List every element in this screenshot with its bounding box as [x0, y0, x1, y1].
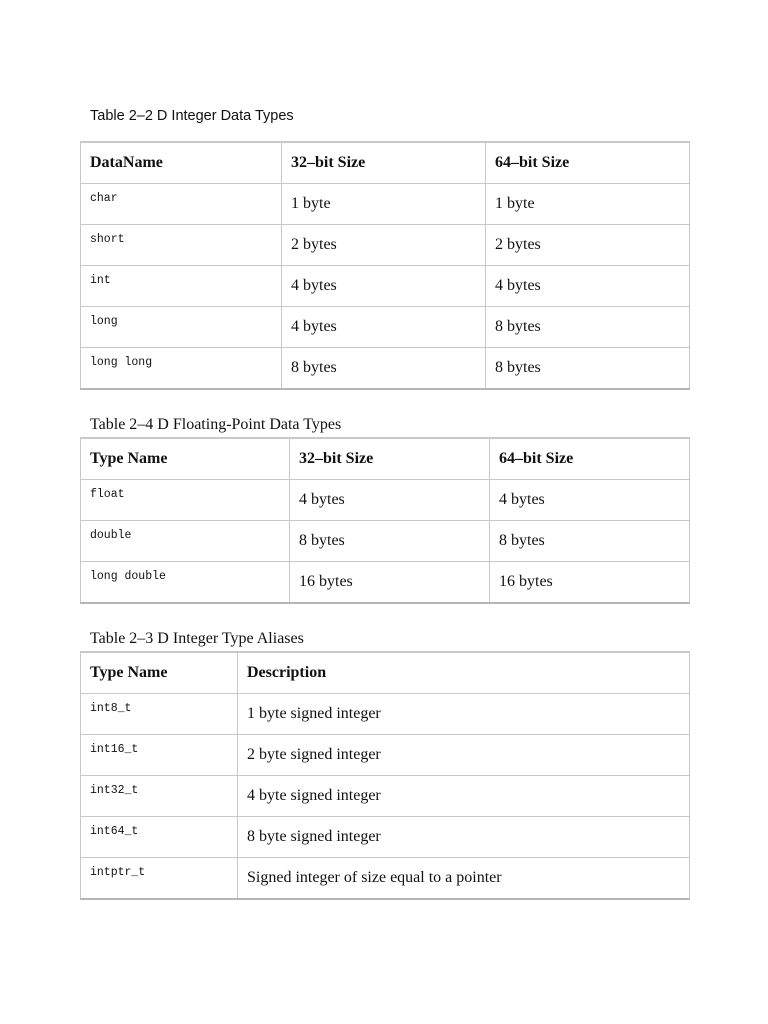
type-name-cell: char [81, 184, 282, 225]
description-cell: Signed integer of size equal to a pointer [238, 858, 690, 900]
type-name-cell: long long [81, 348, 282, 390]
table-header-row [81, 142, 690, 184]
floating-point-data-types-table [80, 437, 690, 604]
size-32-cell: 16 bytes [290, 562, 490, 604]
size-64-cell: 8 bytes [486, 307, 690, 348]
integer-type-aliases-table [80, 651, 690, 900]
column-header: 32–bit Size [290, 438, 490, 480]
table-header-row [81, 652, 690, 694]
description-cell: 1 byte signed integer [238, 694, 690, 735]
type-name-cell: int16_t [81, 735, 238, 776]
size-32-cell: 4 bytes [290, 480, 490, 521]
size-64-cell: 8 bytes [490, 521, 690, 562]
table-row [81, 521, 690, 562]
column-header: 64–bit Size [486, 142, 690, 184]
type-name-cell: float [81, 480, 290, 521]
size-32-cell: 4 bytes [282, 266, 486, 307]
table-row [81, 776, 690, 817]
integer-data-types-table [80, 141, 690, 390]
column-header: Description [238, 652, 690, 694]
size-32-cell: 1 byte [282, 184, 486, 225]
table-row [81, 694, 690, 735]
size-32-cell: 2 bytes [282, 225, 486, 266]
type-name-cell: short [81, 225, 282, 266]
table-row [81, 817, 690, 858]
description-cell: 2 byte signed integer [238, 735, 690, 776]
description-cell: 8 byte signed integer [238, 817, 690, 858]
description-cell: 4 byte signed integer [238, 776, 690, 817]
table-row [81, 266, 690, 307]
table-row [81, 348, 690, 390]
column-header: DataName [81, 142, 282, 184]
size-64-cell: 16 bytes [490, 562, 690, 604]
type-name-cell: long [81, 307, 282, 348]
table-header-row [81, 438, 690, 480]
type-name-cell: long double [81, 562, 290, 604]
type-name-cell: double [81, 521, 290, 562]
type-name-cell: int8_t [81, 694, 238, 735]
type-name-cell: int [81, 266, 282, 307]
column-header: Type Name [81, 652, 238, 694]
column-header: 32–bit Size [282, 142, 486, 184]
table-row [81, 184, 690, 225]
table-row [81, 225, 690, 266]
size-64-cell: 8 bytes [486, 348, 690, 390]
column-header: 64–bit Size [490, 438, 690, 480]
table-row [81, 307, 690, 348]
column-header: Type Name [81, 438, 290, 480]
size-64-cell: 1 byte [486, 184, 690, 225]
size-32-cell: 8 bytes [290, 521, 490, 562]
table-float-caption: Table 2–4 D Floating-Point Data Types [90, 416, 342, 433]
table-row [81, 562, 690, 604]
table-row [81, 858, 690, 900]
table-row [81, 735, 690, 776]
size-64-cell: 4 bytes [486, 266, 690, 307]
type-name-cell: int64_t [81, 817, 238, 858]
size-64-cell: 2 bytes [486, 225, 690, 266]
size-32-cell: 8 bytes [282, 348, 486, 390]
type-name-cell: int32_t [81, 776, 238, 817]
table-aliases-caption: Table 2–3 D Integer Type Aliases [90, 630, 304, 647]
table-integer-caption: Table 2–2 D Integer Data Types [90, 108, 294, 124]
size-32-cell: 4 bytes [282, 307, 486, 348]
table-row [81, 480, 690, 521]
type-name-cell: intptr_t [81, 858, 238, 900]
size-64-cell: 4 bytes [490, 480, 690, 521]
